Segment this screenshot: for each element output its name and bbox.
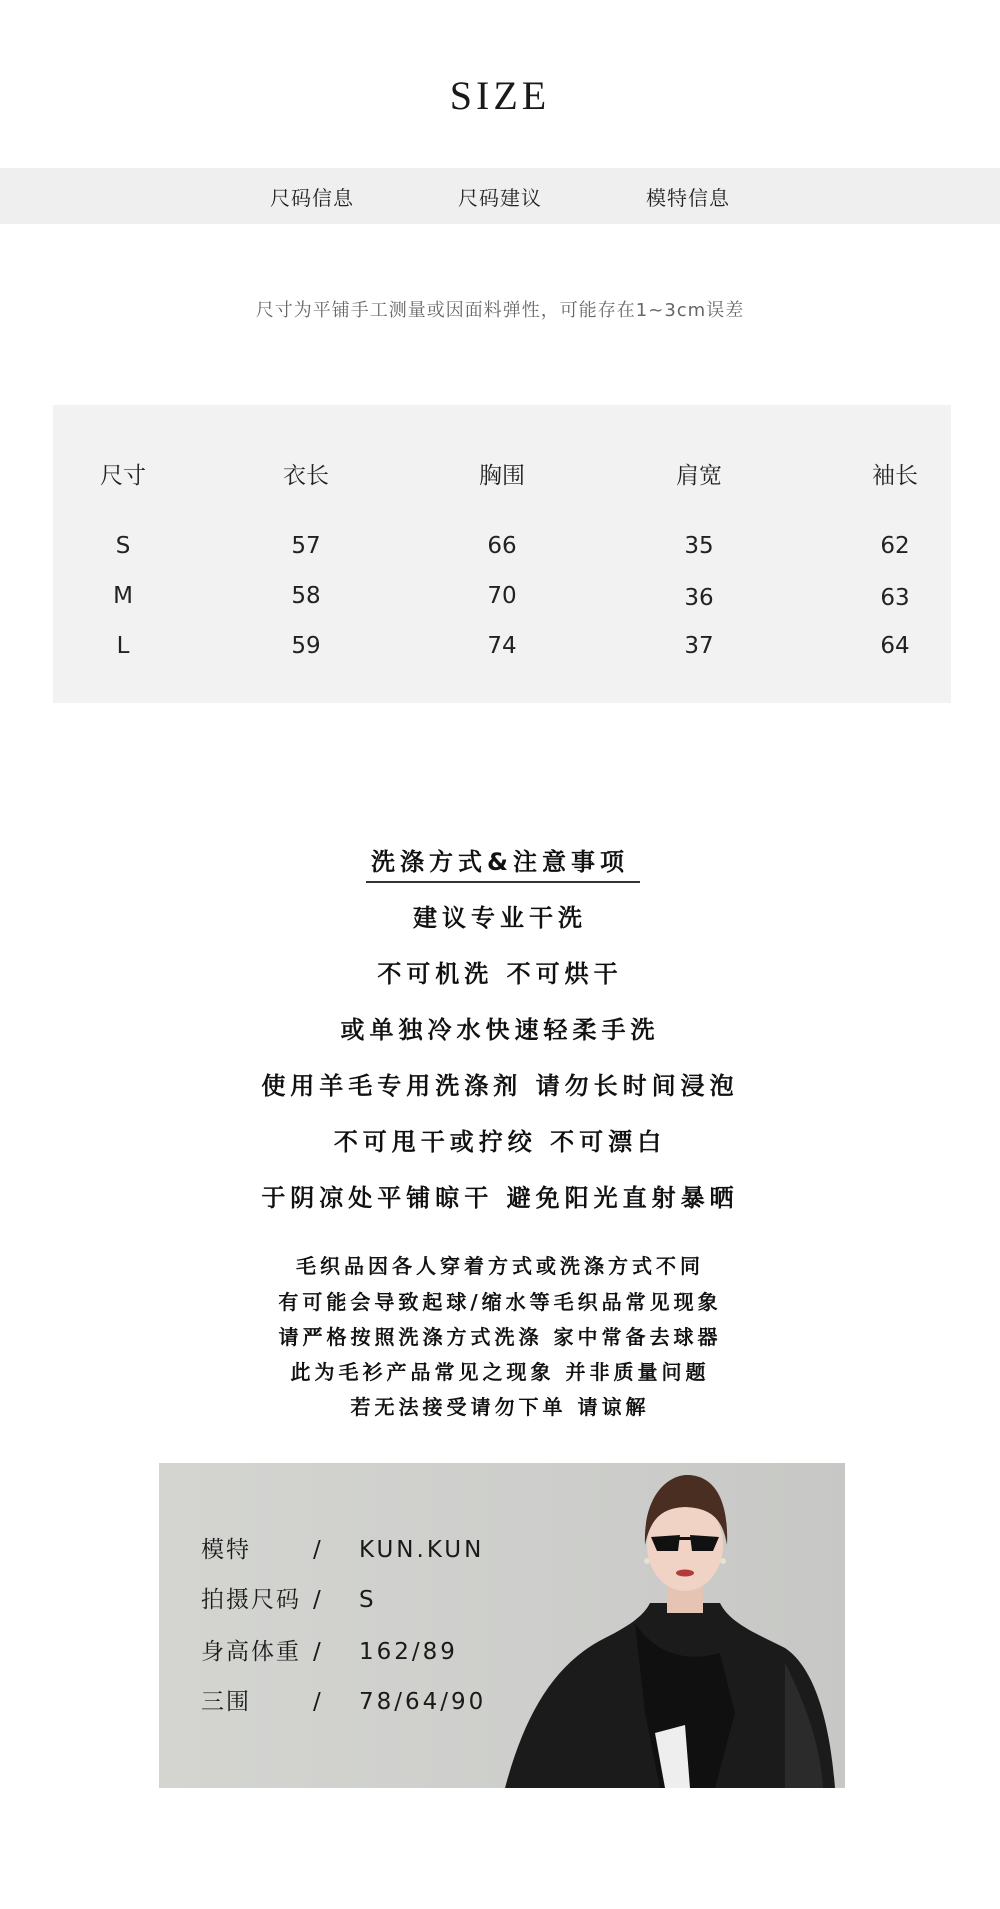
table-cell: 57 (291, 533, 321, 559)
measurement-note: 尺寸为平铺手工测量或因面料弹性，可能存在1~3cm误差 (255, 300, 745, 321)
table-cell: 37 (684, 633, 714, 659)
table-cell: 36 (684, 585, 714, 611)
model-row (201, 1581, 377, 1614)
table-cell: 62 (880, 533, 910, 559)
size-table (53, 405, 951, 703)
model-photo (485, 1463, 845, 1788)
model-value: 78/64/90 (359, 1689, 487, 1715)
table-header: 胸围 (479, 463, 525, 489)
model-value: S (359, 1587, 377, 1613)
model-info-panel (159, 1463, 845, 1788)
model-label: 三围 (201, 1689, 251, 1715)
separator: / (313, 1587, 323, 1613)
care-line: 不可机洗 不可烘干 (377, 960, 623, 988)
table-cell: M (113, 583, 133, 609)
table-cell: L (116, 633, 130, 659)
table-header: 尺寸 (100, 463, 146, 489)
care-line: 使用羊毛专用洗涤剂 请勿长时间浸泡 (261, 1072, 739, 1100)
table-cell: 59 (291, 633, 321, 659)
care-note: 此为毛衫产品常见之现象 并非质量问题 (290, 1360, 710, 1384)
care-note: 请严格按照洗涤方式洗涤 家中常备去球器 (278, 1325, 722, 1349)
separator: / (313, 1689, 323, 1715)
table-header: 衣长 (283, 463, 329, 489)
model-label: 身高体重 (201, 1639, 301, 1665)
tab-size-info[interactable]: 尺码信息 (270, 185, 354, 210)
table-cell: 66 (487, 533, 517, 559)
model-row (201, 1683, 486, 1716)
table-cell: 70 (487, 583, 517, 609)
care-line: 或单独冷水快速轻柔手洗 (340, 1016, 660, 1044)
page-title: SIZE (449, 73, 551, 118)
separator: / (313, 1537, 323, 1563)
size-tab-bar (0, 168, 1000, 224)
table-cell: 64 (880, 633, 910, 659)
table-cell: 58 (291, 583, 321, 609)
care-note: 毛织品因各人穿着方式或洗涤方式不同 (296, 1254, 704, 1278)
table-cell: 74 (487, 633, 517, 659)
table-cell: S (115, 533, 131, 559)
care-title: 洗涤方式&注意事项 (371, 848, 629, 876)
care-title-underline (366, 881, 640, 883)
model-value: 162/89 (359, 1639, 458, 1665)
care-line: 不可甩干或拧绞 不可漂白 (333, 1128, 667, 1156)
model-row (201, 1633, 458, 1666)
tab-model-info[interactable]: 模特信息 (646, 185, 730, 210)
care-line: 建议专业干洗 (413, 904, 587, 932)
care-note: 有可能会导致起球/缩水等毛织品常见现象 (278, 1290, 722, 1314)
model-value: KUN.KUN (359, 1537, 485, 1563)
separator: / (313, 1639, 323, 1665)
table-header: 袖长 (872, 463, 918, 489)
table-cell: 63 (880, 585, 910, 611)
care-line: 于阴凉处平铺晾干 避免阳光直射暴晒 (261, 1184, 739, 1212)
table-cell: 35 (684, 533, 714, 559)
table-header: 肩宽 (676, 463, 722, 489)
tab-size-advice[interactable]: 尺码建议 (458, 185, 542, 210)
model-label: 拍摄尺码 (201, 1587, 301, 1613)
model-row (201, 1531, 484, 1564)
care-note: 若无法接受请勿下单 请谅解 (350, 1395, 650, 1419)
model-label: 模特 (201, 1537, 251, 1563)
